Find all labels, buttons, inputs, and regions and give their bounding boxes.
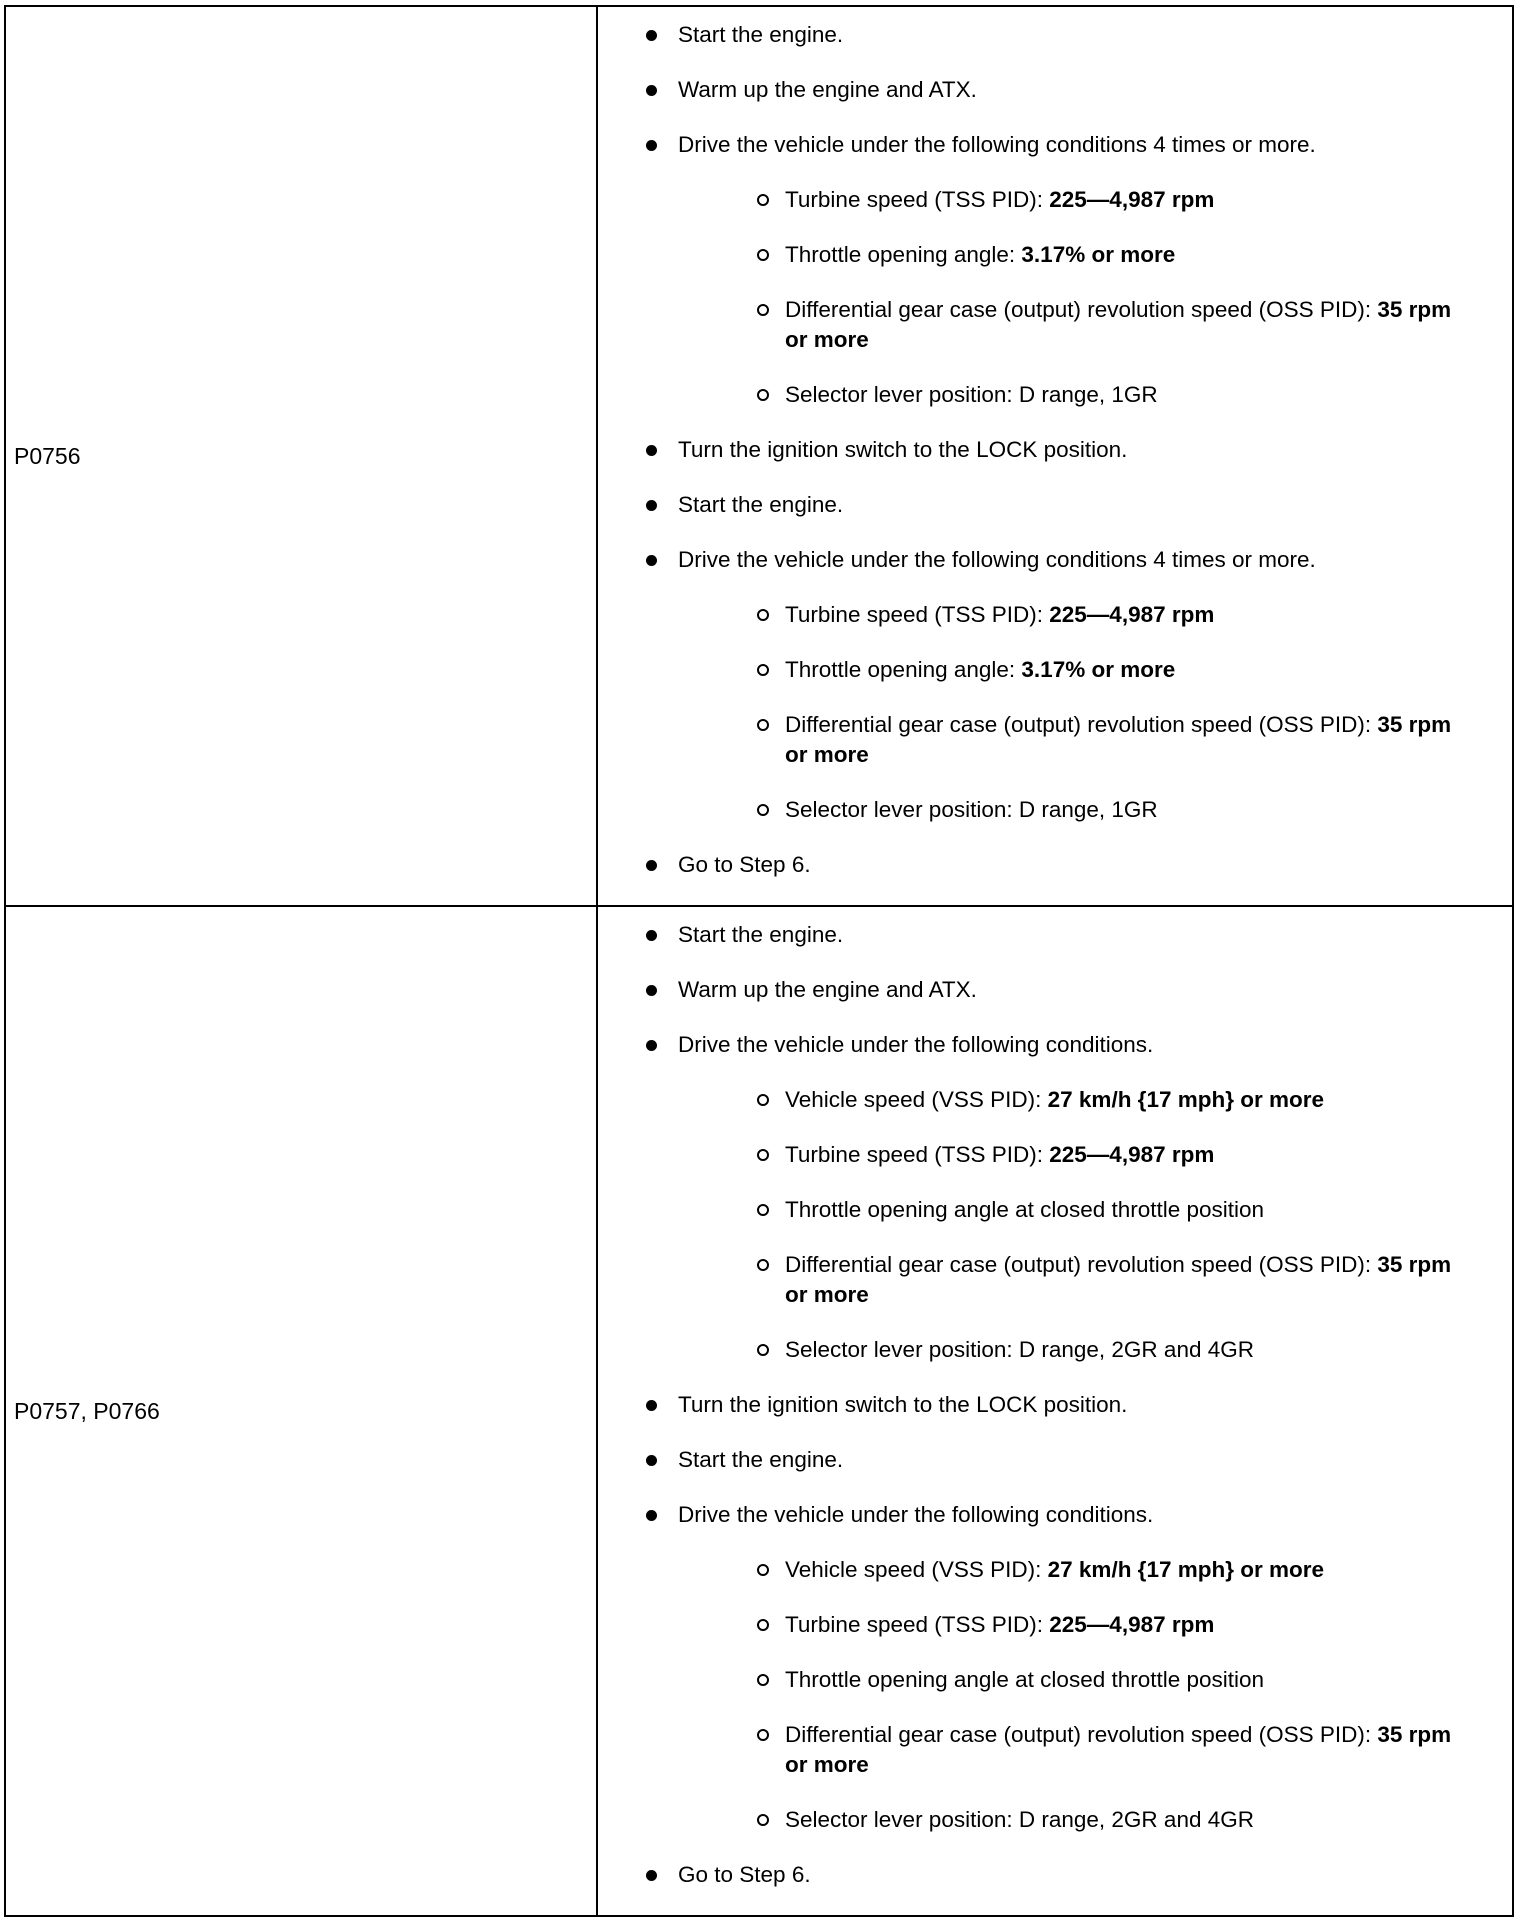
condition-label: Differential gear case (output) revolution speed (OSS PID): [785, 712, 1378, 737]
step-text: Warm up the engine and ATX. [678, 77, 977, 102]
condition-label: Vehicle speed (VSS PID): [785, 1087, 1048, 1112]
condition-value: 225—4,987 rpm [1049, 602, 1215, 627]
step-text: Start the engine. [678, 492, 844, 517]
condition-item [753, 1195, 1512, 1225]
condition-list [678, 185, 1512, 410]
condition-item [753, 240, 1512, 270]
step-text: Turn the ignition switch to the LOCK position. [678, 1392, 1128, 1417]
step-text: Go to Step 6. [678, 852, 811, 877]
condition-value: 27 km/h {17 mph} or more [1047, 1087, 1324, 1112]
step-text: Start the engine. [678, 1447, 844, 1472]
step-list [598, 20, 1512, 905]
condition-label: Selector lever position: D range, 1GR [785, 382, 1158, 407]
procedure-step [598, 490, 1512, 545]
condition-value: 35 rpm or more [785, 1722, 1452, 1777]
step-text: Drive the vehicle under the following conditions 4 times or more. [678, 132, 1316, 157]
step-text: Turn the ignition switch to the LOCK position. [678, 437, 1128, 462]
condition-item [753, 1085, 1512, 1115]
condition-item [753, 1805, 1512, 1835]
condition-item [753, 1140, 1512, 1170]
procedure-step [598, 1860, 1512, 1915]
condition-list [678, 600, 1512, 825]
condition-item [753, 1610, 1512, 1640]
condition-item [753, 655, 1512, 685]
table-row [5, 906, 1513, 1916]
condition-item [753, 1555, 1512, 1585]
condition-value: 3.17% or more [1021, 657, 1176, 682]
condition-list [678, 1555, 1512, 1835]
condition-label: Turbine speed (TSS PID): [785, 187, 1050, 212]
condition-item [753, 1665, 1512, 1695]
procedure-sheet [4, 5, 1514, 1887]
step-text: Warm up the engine and ATX. [678, 977, 977, 1002]
condition-label: Selector lever position: D range, 1GR [785, 797, 1158, 822]
procedure-step [598, 1500, 1512, 1835]
condition-item [753, 380, 1512, 410]
condition-label: Differential gear case (output) revolution speed (OSS PID): [785, 1722, 1378, 1747]
condition-label: Differential gear case (output) revolution speed (OSS PID): [785, 1252, 1378, 1277]
table-row [5, 6, 1513, 906]
condition-label: Throttle opening angle at closed throttle position [785, 1197, 1265, 1222]
dtc-code-cell: P0756 [5, 6, 597, 906]
procedure-step [598, 545, 1512, 825]
condition-value: 35 rpm or more [785, 1252, 1452, 1307]
procedure-step [598, 1030, 1512, 1365]
procedure-step [598, 1445, 1512, 1500]
procedure-step [598, 850, 1512, 905]
procedure-step [598, 435, 1512, 490]
condition-label: Selector lever position: D range, 2GR and 4GR [785, 1807, 1254, 1832]
step-text: Start the engine. [678, 922, 844, 947]
condition-item [753, 795, 1512, 825]
procedure-step [598, 1390, 1512, 1445]
condition-item [753, 1720, 1512, 1780]
procedure-step [598, 975, 1512, 1030]
dtc-procedure-table [4, 5, 1514, 1917]
condition-value: 225—4,987 rpm [1049, 187, 1215, 212]
procedure-cell [597, 906, 1513, 1916]
condition-item [753, 710, 1512, 770]
condition-label: Throttle opening angle: [785, 657, 1022, 682]
condition-item [753, 295, 1512, 355]
procedure-step [598, 920, 1512, 975]
procedure-step [598, 20, 1512, 75]
condition-item [753, 600, 1512, 630]
step-text: Drive the vehicle under the following conditions 4 times or more. [678, 547, 1316, 572]
dtc-code-cell: P0757, P0766 [5, 906, 597, 1916]
condition-value: 3.17% or more [1021, 242, 1176, 267]
condition-value: 225—4,987 rpm [1049, 1612, 1215, 1637]
condition-value: 225—4,987 rpm [1049, 1142, 1215, 1167]
condition-label: Turbine speed (TSS PID): [785, 1612, 1050, 1637]
procedure-step [598, 130, 1512, 410]
condition-list [678, 1085, 1512, 1365]
step-text: Go to Step 6. [678, 1862, 811, 1887]
condition-label: Throttle opening angle at closed throttle position [785, 1667, 1265, 1692]
condition-label: Turbine speed (TSS PID): [785, 602, 1050, 627]
step-text: Drive the vehicle under the following conditions. [678, 1032, 1154, 1057]
condition-value: 27 km/h {17 mph} or more [1047, 1557, 1324, 1582]
procedure-step [598, 75, 1512, 130]
condition-label: Selector lever position: D range, 2GR and 4GR [785, 1337, 1254, 1362]
condition-item [753, 185, 1512, 215]
condition-label: Throttle opening angle: [785, 242, 1022, 267]
procedure-cell [597, 6, 1513, 906]
condition-item [753, 1250, 1512, 1310]
step-list [598, 920, 1512, 1915]
condition-label: Vehicle speed (VSS PID): [785, 1557, 1048, 1582]
step-text: Drive the vehicle under the following conditions. [678, 1502, 1154, 1527]
condition-label: Differential gear case (output) revolution speed (OSS PID): [785, 297, 1378, 322]
step-text: Start the engine. [678, 22, 844, 47]
condition-value: 35 rpm or more [785, 297, 1452, 352]
condition-item [753, 1335, 1512, 1365]
condition-value: 35 rpm or more [785, 712, 1452, 767]
condition-label: Turbine speed (TSS PID): [785, 1142, 1050, 1167]
